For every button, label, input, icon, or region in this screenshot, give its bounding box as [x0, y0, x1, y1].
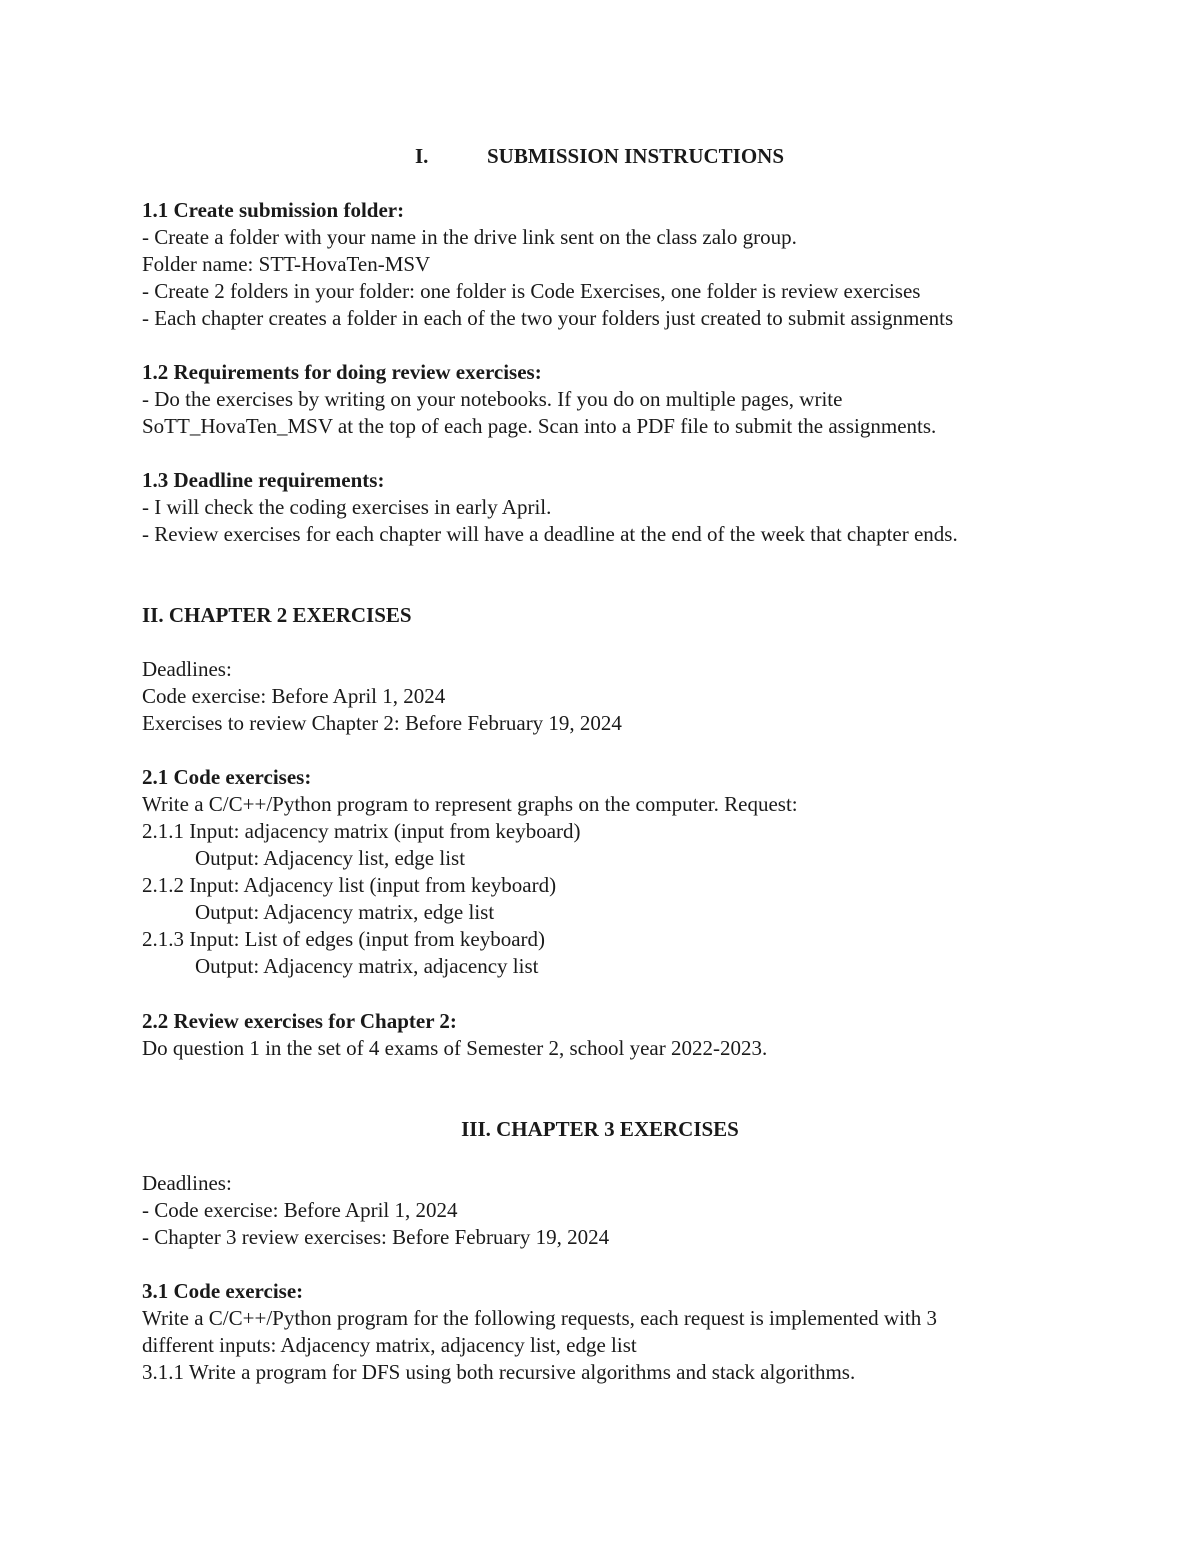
exercise-input-line: 2.1.1 Input: adjacency matrix (input from keyboard) [142, 819, 581, 843]
subsection-2-2-heading: 2.2 Review exercises for Chapter 2: [142, 1009, 457, 1033]
subsection-1-1-line: - Create 2 folders in your folder: one folder is Code Exercises, one folder is review exercises [142, 279, 921, 303]
subsection-1-3-line: - I will check the coding exercises in early April. [142, 495, 552, 519]
subsection-2-1-heading: 2.1 Code exercises: [142, 765, 312, 789]
section-1-number: I. [415, 144, 429, 168]
subsection-1-1-line: - Create a folder with your name in the drive link sent on the class zalo group. [142, 225, 797, 249]
subsection-1-3-line: - Review exercises for each chapter will have a deadline at the end of the week that chapter ends. [142, 522, 958, 546]
subsection-3-1-line: Write a C/C++/Python program for the following requests, each request is implemented with 3 [142, 1306, 938, 1330]
section-3-deadline-line: - Code exercise: Before April 1, 2024 [142, 1198, 458, 1222]
section-2-deadline-line: Code exercise: Before April 1, 2024 [142, 684, 446, 708]
exercise-input-line: 2.1.2 Input: Adjacency list (input from keyboard) [142, 873, 557, 897]
section-2-deadline-line: Exercises to review Chapter 2: Before February 19, 2024 [142, 711, 622, 735]
exercise-output-line: Output: Adjacency matrix, adjacency list [195, 954, 539, 978]
section-2-title: II. CHAPTER 2 EXERCISES [142, 603, 412, 627]
section-2-deadline-line: Deadlines: [142, 657, 232, 681]
subsection-3-1-line: 3.1.1 Write a program for DFS using both recursive algorithms and stack algorithms. [142, 1360, 856, 1384]
section-3-deadline-line: Deadlines: [142, 1171, 232, 1195]
subsection-1-1-heading: 1.1 Create submission folder: [142, 198, 405, 222]
section-3-title: III. CHAPTER 3 EXERCISES [461, 1117, 739, 1141]
subsection-3-1-line: different inputs: Adjacency matrix, adjacency list, edge list [142, 1333, 637, 1357]
subsection-1-1-line: - Each chapter creates a folder in each of the two your folders just created to submit assignments [142, 306, 954, 330]
subsection-1-2-line: - Do the exercises by writing on your notebooks. If you do on multiple pages, write [142, 387, 843, 411]
subsection-2-1-intro: Write a C/C++/Python program to represent graphs on the computer. Request: [142, 792, 798, 816]
subsection-2-2-text: Do question 1 in the set of 4 exams of Semester 2, school year 2022-2023. [142, 1036, 768, 1060]
subsection-1-1-line: Folder name: STT-HovaTen-MSV [142, 252, 431, 276]
subsection-1-2-line: SoTT_HovaTen_MSV at the top of each page. Scan into a PDF file to submit the assignments. [142, 414, 937, 438]
subsection-1-2-heading: 1.2 Requirements for doing review exercises: [142, 360, 542, 384]
exercise-output-line: Output: Adjacency list, edge list [195, 846, 466, 870]
exercise-output-line: Output: Adjacency matrix, edge list [195, 900, 495, 924]
subsection-3-1-heading: 3.1 Code exercise: [142, 1279, 304, 1303]
exercise-input-line: 2.1.3 Input: List of edges (input from keyboard) [142, 927, 545, 951]
subsection-1-3-heading: 1.3 Deadline requirements: [142, 468, 385, 492]
section-1-title: SUBMISSION INSTRUCTIONS [487, 144, 785, 168]
section-3-deadline-line: - Chapter 3 review exercises: Before February 19, 2024 [142, 1225, 610, 1249]
